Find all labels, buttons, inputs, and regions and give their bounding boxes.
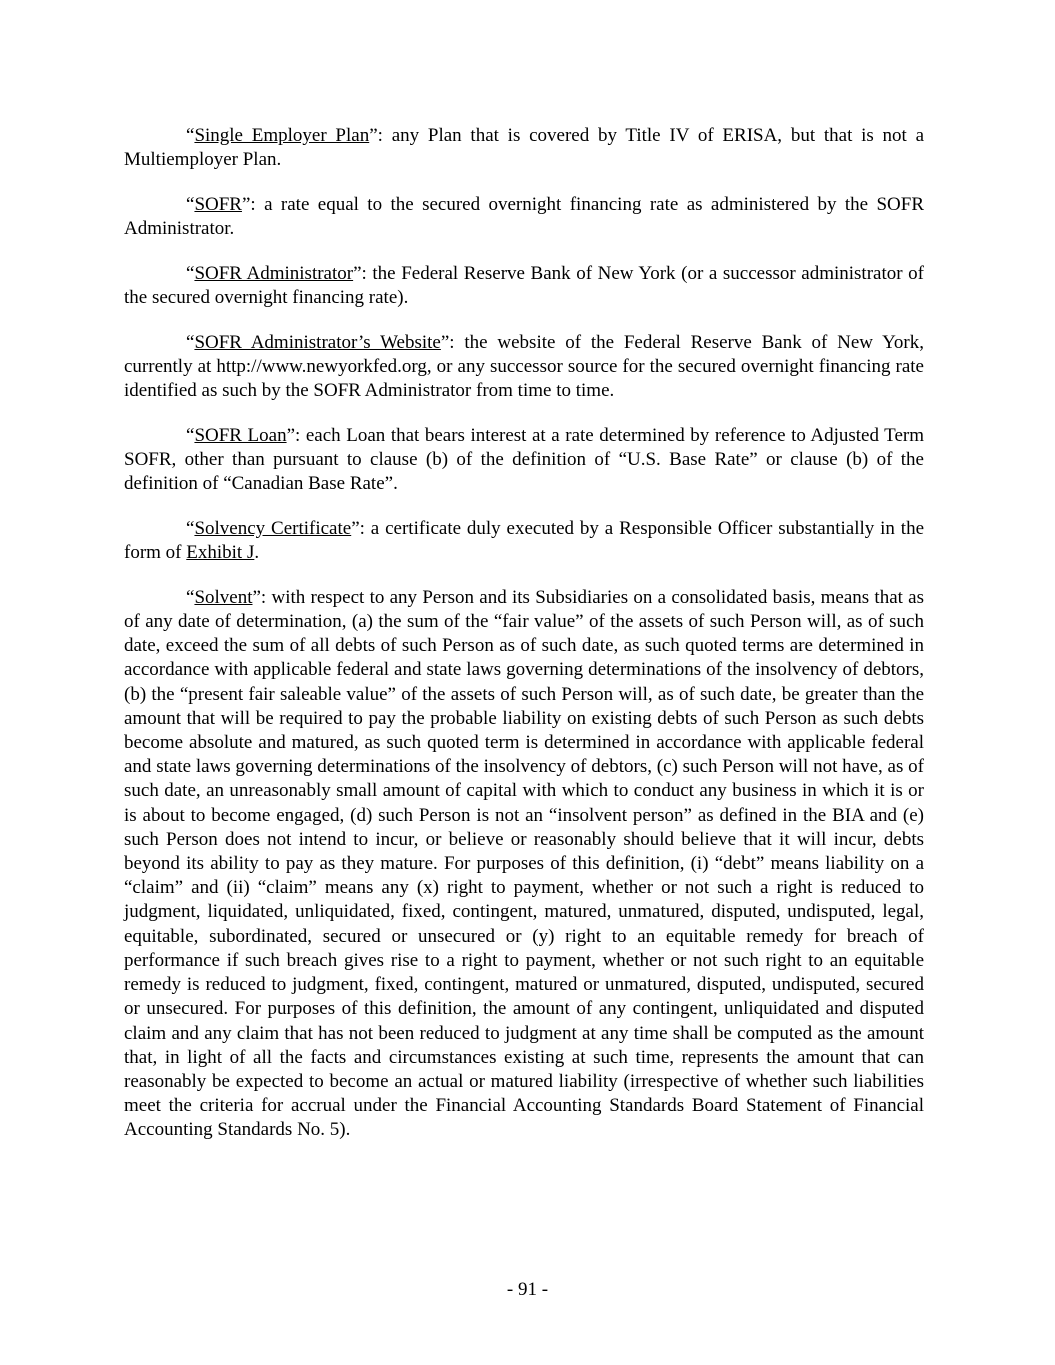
open-quote: “ [186, 125, 195, 146]
defined-term: SOFR Administrator’s Website [194, 331, 441, 353]
open-quote: “ [186, 193, 195, 215]
definition-sofr-administrators-website [124, 331, 924, 404]
close-quote: ”: [440, 331, 465, 353]
close-quote: ”: [286, 424, 306, 446]
definition-body: the website of the Federal Reserve Bank of New York, currently at http://www.newyorkfed.org, or any successor source for the secured overnight financing rate identified as such by the SOFR Administrator from time to time. [124, 331, 924, 402]
defined-term: SOFR [194, 193, 242, 215]
definition-body: any Plan that is covered by Title IV of ERISA, but that is not a Multiemployer Plan. [124, 125, 925, 171]
definition-single-employer-plan [124, 124, 924, 172]
close-quote: ”: [241, 193, 265, 215]
definition-sofr-loan [124, 424, 924, 497]
document-page [124, 124, 924, 1163]
defined-term: Solvent [194, 586, 253, 608]
close-quote: ”: [353, 262, 373, 284]
definition-tail: . [254, 542, 260, 564]
exhibit-reference: Exhibit J [186, 542, 255, 564]
open-quote: “ [186, 424, 195, 446]
definition-body: with respect to any Person and its Subsidiaries on a consolidated basis, means that as of any date of determination, (a) the sum of the “fair value” of the assets of such Person will, as of such date, exceed the sum of all debts of such Person as of such date, as such quoted terms are determined in accordance with applicable federal and state laws governing determinations of the insolvency of debtors, (b) the “present fair saleable value” of the assets of such Person will, as of such date, be greater than the amount that will be required to pay the probable liability on existing debts of such Person as such debts become absolute and matured, as such quoted term is determined in accordance with applicable federal and state laws governing determinations of the insolvency of debtors, (c) such Person will not have, as of such date, an unreasonably small amount of capital with which to conduct any business in which it is or is about to become engaged, (d) such Person is not an “insolvent person” as defined in the BIA and (e) such Person does not intend to incur, or believe or reasonably should believe that it will incur, debts beyond its ability to pay as they mature. For purposes of this definition, (i) “debt” means liability on a “claim” and (ii) “claim” means any (x) right to payment, whether or not such a right is reduced to judgment, liquidated, unliquidated, fixed, contingent, matured, unmatured, disputed, undisputed, legal, equitable, subordinated, secured or unsecured or (y) right to an equitable remedy for breach of performance if such breach gives rise to a right to payment, whether or not such right to an equitable remedy is reduced to judgment, fixed, contingent, matured or unmatured, disputed, undisputed, secured or unsecured. For purposes of this definition, the amount of any contingent, unliquidated and disputed claim and any claim that has not been reduced to judgment at any time shall be computed as the amount that, in light of all the facts and circumstances existing at such time, represents the amount that can reasonably be expected to become an actual or matured liability (irrespective of whether such liabilities meet the criteria for accrual under the Financial Accounting Standards Board Statement of Financial Accounting Standards No. 5). [124, 586, 924, 1141]
definition-solvent [124, 586, 924, 1143]
definition-sofr-administrator [124, 262, 924, 310]
page-number: - 91 - [506, 1279, 549, 1300]
open-quote: “ [186, 586, 195, 608]
defined-term: SOFR Administrator [194, 262, 354, 284]
definition-body: a certificate duly executed by a Responsible Officer substantially in the form of [124, 517, 925, 564]
definition-body: each Loan that bears interest at a rate determined by reference to Adjusted Term SOFR, other than pursuant to clause (b) of the definition of “U.S. Base Rate” or clause (b) of the definition of “Canadian Base Rate”. [124, 424, 924, 495]
definition-body: the Federal Reserve Bank of New York (or a successor administrator of the secured overnight financing rate). [124, 262, 924, 309]
open-quote: “ [186, 262, 195, 284]
close-quote: ”: [369, 125, 392, 146]
defined-term: SOFR Loan [194, 424, 287, 446]
close-quote: ”: [351, 517, 371, 539]
definition-body: a rate equal to the secured overnight financing rate as administered by the SOFR Administrator. [124, 193, 924, 240]
open-quote: “ [186, 331, 195, 353]
close-quote: ”: [252, 586, 272, 608]
definition-sofr [124, 193, 924, 241]
defined-term: Solvency Certificate [194, 517, 352, 539]
definition-solvency-certificate [124, 517, 924, 565]
defined-term: Single Employer Plan [194, 125, 370, 146]
open-quote: “ [186, 517, 195, 539]
